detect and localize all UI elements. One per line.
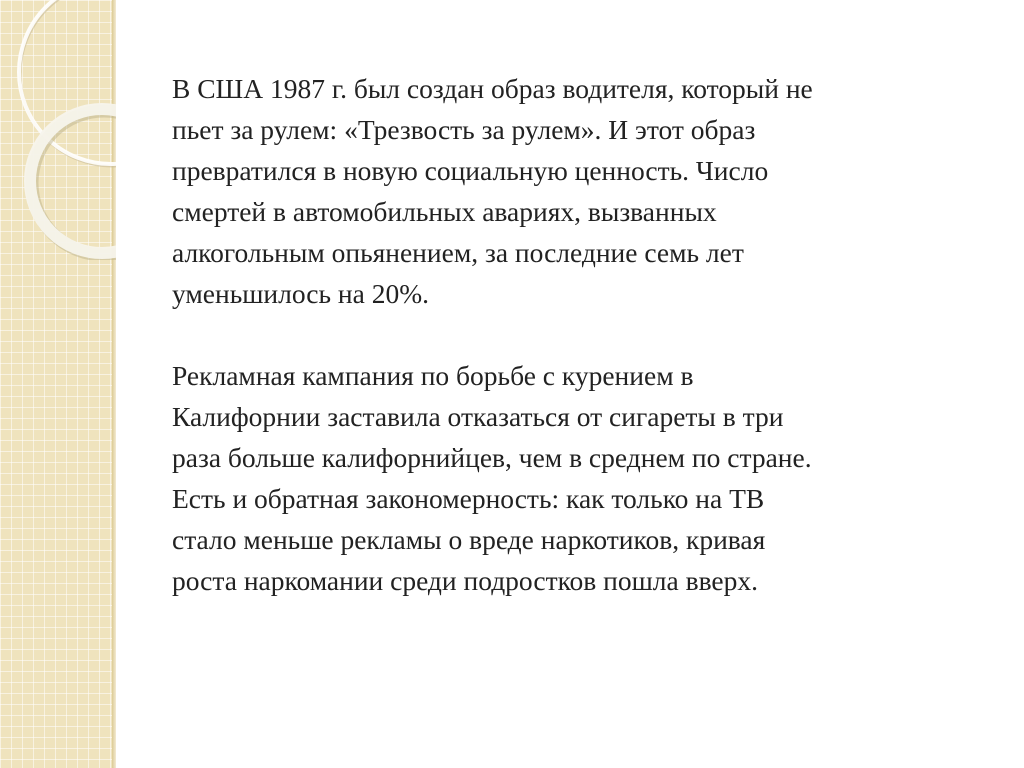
decorative-rings [0,0,116,260]
paragraph-anti-smoking: Рекламная кампания по борьбе с курением в Калифорнии заставила отказаться от сигареты в три раза больше калифорнийцев, чем в среднем по стране. Есть и обратная закономерность: как только на ТВ стало меньше рекламы о вреде наркотиков, кривая роста наркомании среди подростков пошла вверх. [172,360,812,596]
large-ring [19,0,116,164]
paragraph-sober-driving: В США 1987 г. был создан образ водителя, который не пьет за рулем: «Трезвость за рулем». И этот образ превратился в новую социальную ценность. Число смертей в автомобильных авариях, вызванных алкогольным опьянением, за последние семь лет уменьшилось на 20%. [172,73,813,309]
large-ring-shadow [20,0,116,166]
slide-body-text [172,68,982,642]
small-ring [30,109,116,253]
